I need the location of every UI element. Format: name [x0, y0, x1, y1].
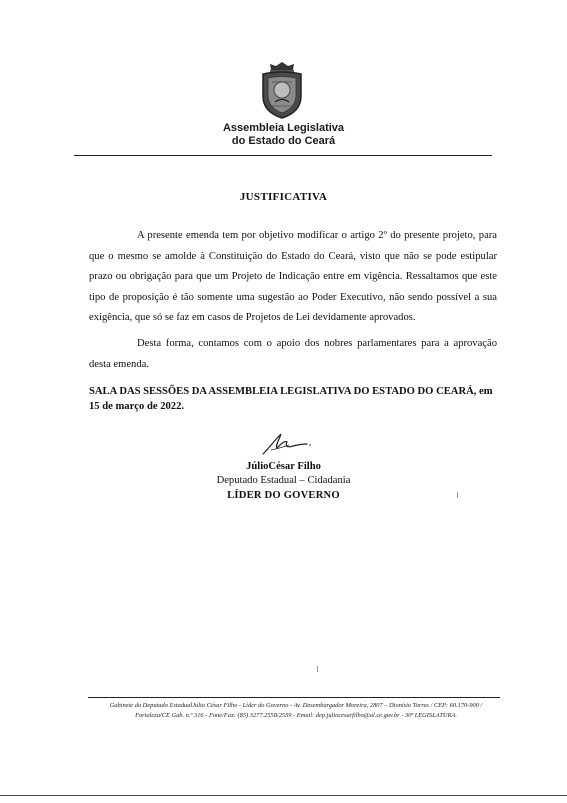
signatory-role: Deputado Estadual – Cidadania: [216, 475, 351, 486]
footer-address-line1: Gabinete do Deputado EstadualJúlio César Filho - Líder do Governo - Av. Desembargador Moreira, 2807 – Dionísio Torres / CEP: 60.170-900 /: [109, 702, 483, 709]
justification-paragraph: A presente emenda tem por objetivo modificar o artigo 2º do presente projeto, para que o mesmo se amolde à Constituição do Estado do Ceará, visto que não se pode estipular prazo ou obrigação para que um Projeto de Indicação entre em vigência. Ressaltamos que este tipo de proposição é tão somente uma sugestão ao Poder Executivo, não sendo possível a sua exigência, que só se faz em casos de Projetos de Lei devidamente aprovados.: [89, 230, 497, 323]
signatory-title: LÍDER DO GOVERNO: [227, 490, 340, 501]
footer-divider: [88, 697, 500, 698]
institution-name-line1: Assembleia Legislativa: [222, 122, 345, 134]
institution-name-line2: do Estado do Ceará: [231, 135, 336, 147]
scan-mark: [457, 492, 458, 498]
closing-paragraph: Desta forma, contamos com o apoio dos nobres parlamentares para a aprovação desta emenda.: [89, 338, 497, 370]
state-coat-of-arms-icon: [257, 60, 307, 120]
session-place-date: SALA DAS SESSÕES DA ASSEMBLEIA LEGISLATIVA DO ESTADO DO CEARÁ, em 15 de março de 2022.: [89, 386, 493, 412]
signatory-name: JúlioCésar Filho: [246, 461, 321, 472]
scan-mark: [317, 666, 318, 672]
handwritten-signature: [257, 430, 317, 458]
footer-address-line2: Fortaleza/CE Gab. n.º 316 - Fone/Fax: (85) 3277.2558/2559 - Email: dep.juliocesarfilho@al.ce.gov.br - 30ª LEGISLATURA.: [135, 712, 457, 719]
header-divider: [74, 155, 492, 156]
page-bottom-edge: [0, 795, 567, 796]
document-heading: JUSTIFICATIVA: [239, 191, 328, 203]
